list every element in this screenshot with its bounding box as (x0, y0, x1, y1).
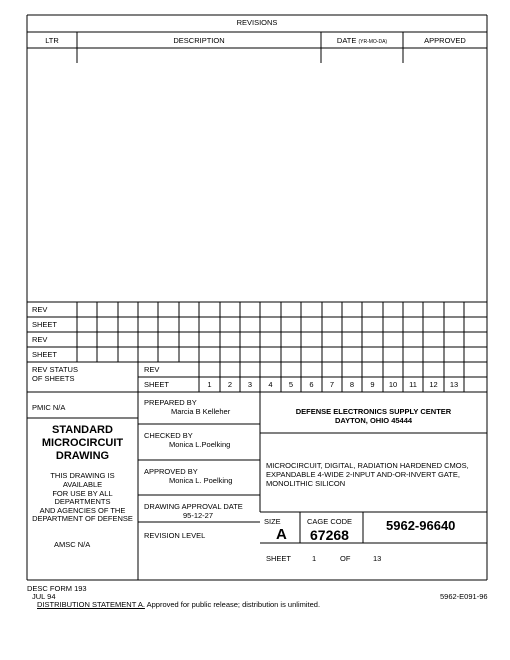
availability-line3: FOR USE BY ALL (52, 489, 113, 498)
rev-row-label-2: REV (32, 335, 48, 344)
revisions-title: REVISIONS (236, 18, 278, 27)
distribution-text: Approved for public release; distribution is unlimited. (144, 600, 321, 609)
availability-line4: DEPARTMENTS (54, 497, 111, 506)
sheet-label: SHEET (266, 554, 292, 563)
sheet-number: 7 (329, 380, 335, 389)
rev-status-rev-label: REV (144, 365, 160, 374)
drawing-title-line3: MONOLITHIC SILICON (266, 479, 346, 488)
col-date-label: DATE (336, 36, 357, 45)
sheet-number: 10 (388, 380, 398, 389)
availability-line1: THIS DRAWING IS (50, 471, 115, 480)
sheet-number: 1 (207, 380, 212, 389)
col-approved: APPROVED (424, 36, 466, 45)
standard-title-line1: STANDARD (52, 424, 113, 436)
distribution-title: DISTRIBUTION STATEMENT A. (37, 600, 145, 609)
sheet-number: 3 (247, 380, 253, 389)
checked-by-label: CHECKED BY (144, 431, 193, 440)
sheet-number: 12 (429, 380, 438, 389)
col-ltr: LTR (45, 36, 59, 45)
rev-row-label-1: REV (32, 305, 48, 314)
sheet-number: 4 (268, 380, 273, 389)
approved-by-name: Monica L. Poelking (169, 476, 233, 485)
of-label: OF (340, 554, 351, 563)
drawing-title-line1: MICROCIRCUIT, DIGITAL, RADIATION HARDENED CMOS, (266, 461, 469, 470)
sheet-value: 1 (312, 554, 317, 563)
availability-line5: AND AGENCIES OF THE (39, 506, 126, 515)
distribution-statement (37, 601, 320, 610)
standard-title-line3: DRAWING (55, 450, 110, 462)
prepared-by-label: PREPARED BY (144, 398, 197, 407)
approved-by-label: APPROVED BY (144, 467, 198, 476)
drawing-number: 5962-96640 (386, 518, 456, 533)
checked-by-name: Monica L.Poelking (169, 440, 231, 449)
agency-location: DAYTON, OHIO 45444 (334, 416, 413, 425)
form-number: DESC FORM 193 (27, 584, 87, 593)
rev-status-label: REV STATUS (32, 365, 78, 374)
col-description: DESCRIPTION (173, 36, 225, 45)
rev-status-sheet-label: SHEET (144, 380, 170, 389)
sheet-number: 2 (227, 380, 233, 389)
size-value: A (276, 526, 287, 543)
sheet-number: 13 (449, 380, 459, 389)
approval-date-label: DRAWING APPROVAL DATE (144, 502, 243, 511)
agency-name: DEFENSE ELECTRONICS SUPPLY CENTER (295, 407, 452, 416)
cage-code-label: CAGE CODE (307, 517, 353, 526)
amsc-label: AMSC N/A (54, 540, 91, 549)
standard-title-line2: MICROCIRCUIT (41, 437, 124, 449)
approval-date-value: 95-12-27 (183, 511, 214, 520)
cage-code-value: 67268 (310, 527, 349, 543)
availability-line6: DEPARTMENT OF DEFENSE (32, 514, 133, 523)
drawing-title-line2: EXPANDABLE 4-WIDE 2-INPUT AND-OR-INVERT GATE, (266, 470, 460, 479)
of-value: 13 (373, 554, 382, 563)
revision-level-label: REVISION LEVEL (144, 531, 206, 540)
document-code: 5962-E091-96 (440, 592, 488, 601)
sheet-number: 9 (370, 380, 375, 389)
availability-line2: AVAILABLE (62, 480, 103, 489)
size-label: SIZE (264, 517, 281, 526)
sheet-number: 11 (409, 380, 417, 389)
col-date-format: (YR-MO-DA) (358, 39, 388, 45)
col-date (321, 37, 403, 46)
sheet-number: 5 (288, 380, 294, 389)
of-sheets-label: OF SHEETS (32, 374, 75, 383)
pmic-label: PMIC N/A (32, 403, 66, 412)
form-date: JUL 94 (32, 592, 56, 601)
prepared-by-name: Marcia B Kelleher (171, 407, 231, 416)
sheet-row-label-2: SHEET (32, 350, 58, 359)
sheet-row-label-1: SHEET (32, 320, 58, 329)
sheet-number: 8 (349, 380, 355, 389)
sheet-number: 6 (309, 380, 314, 389)
